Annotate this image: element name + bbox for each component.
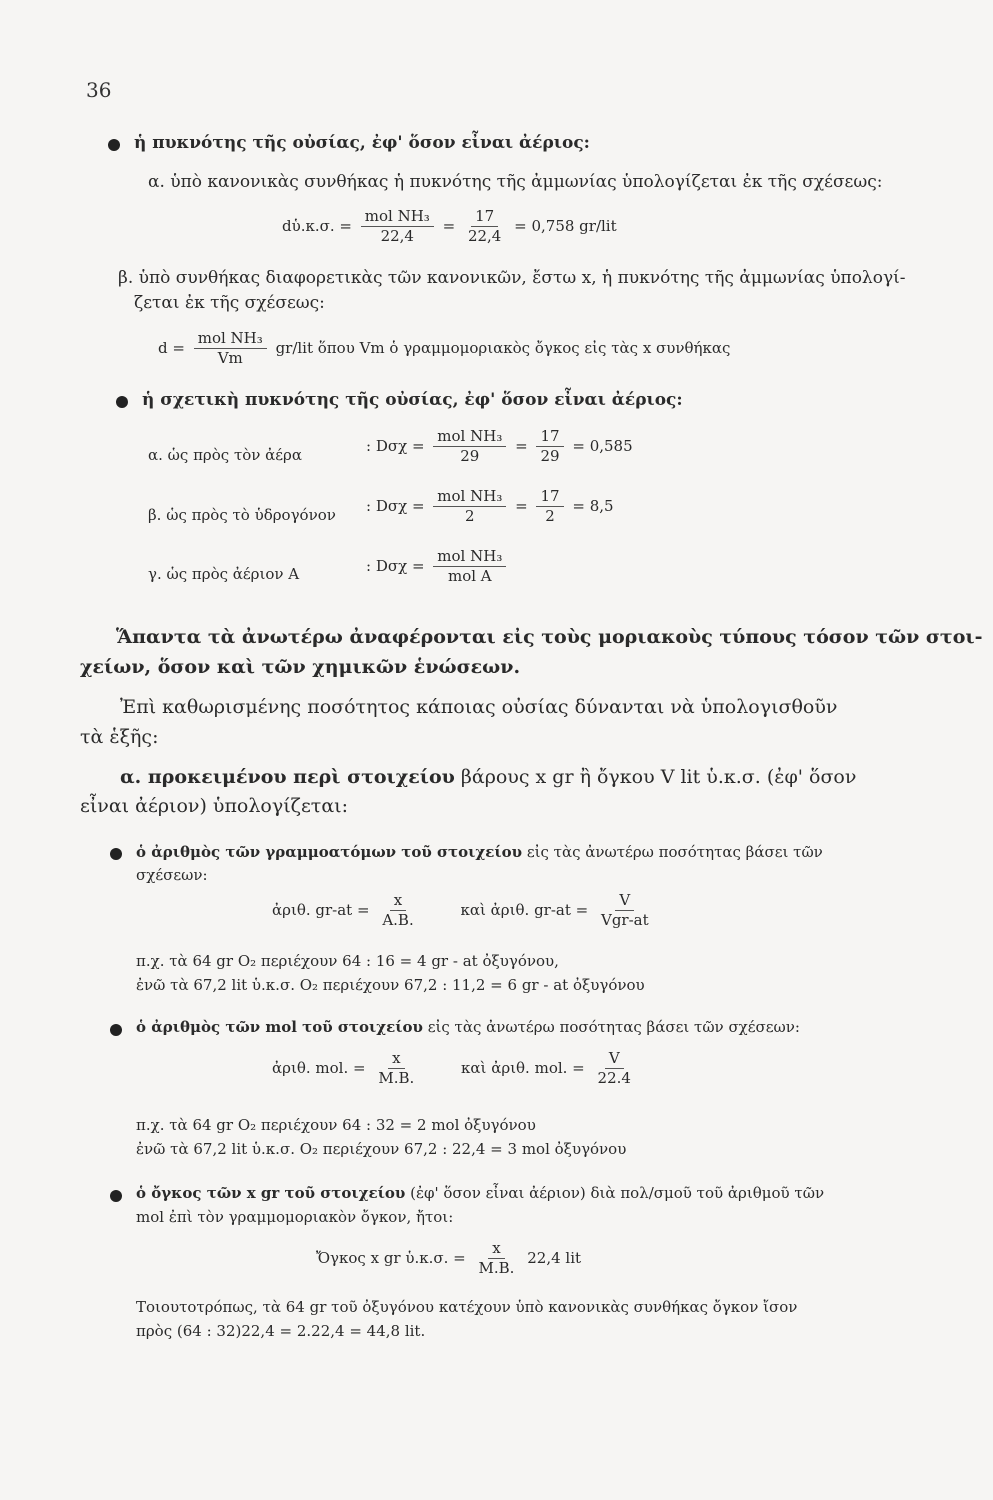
example1-line2: ἐνῶ τὰ 67,2 lit ὑ.κ.σ. O₂ περιέχουν 67,2 : 11,2 = 6 gr - at ὀξυγόνου: [136, 976, 645, 994]
eq1-fraction-2: $\frac{17}{22,4}$: [467, 207, 502, 246]
rel-b-equation: : Dσχ = $\frac{\text{mol NH₃}}{2}$ = $\frac{17}{2}$ = 8,5: [366, 487, 614, 526]
bullet-dot: [110, 1024, 122, 1036]
example1-line1: π.χ. τὰ 64 gr O₂ περιέχουν 64 : 16 = 4 gr - at ὀξυγόνου,: [136, 952, 559, 970]
bullet-mol: ὁ ἀριθμὸς τῶν mol τοῦ στοιχείου εἰς τὰς ἀνωτέρω ποσότητας βάσει τῶν σχέσεων:: [136, 1018, 800, 1036]
rel-a-equation: : Dσχ = $\frac{\text{mol NH₃}}{29}$ = $\frac{17}{29}$ = 0,585: [366, 427, 633, 466]
item-b-line1: β. ὑπὸ συνθήκας διαφορετικὰς τῶν κανονικῶν, ἔστω x, ἡ πυκνότης τῆς ἀμμωνίας ὑπολογί-: [118, 268, 906, 288]
bullet-dot: [110, 848, 122, 860]
item-b-line2: ζεται ἐκ τῆς σχέσεως:: [134, 293, 325, 313]
eq1-result: = 0,758 gr/lit: [514, 216, 617, 235]
equation-mol: ἀριθ. mol. = $\frac{x}{M.B.}$ καὶ ἀριθ. mol. = $\frac{V}{22.4}$: [272, 1049, 631, 1088]
para3-line2: εἶναι ἀέριον) ὑπολογίζεται:: [80, 795, 348, 817]
bullet-dot: [108, 139, 120, 151]
equation-gram-atoms: ἀριθ. gr-at = $\frac{x}{A.B.}$ καὶ ἀριθ. gr-at = $\frac{V}{\text{Vgr-at}}$: [272, 891, 649, 930]
eq2-fraction: $\frac{\text{mol NH₃}}{Vm}$: [194, 330, 267, 368]
bullet-dot: [110, 1190, 122, 1202]
bullet-density: ἡ πυκνότης τῆς οὐσίας, ἐφ' ὅσον εἶναι ἀέριος:: [134, 133, 590, 153]
rel-a-label: α. ὡς πρὸς τὸν ἀέρα: [148, 446, 303, 464]
example2-line2: ἐνῶ τὰ 67,2 lit ὑ.κ.σ. O₂ περιέχουν 67,2 : 22,4 = 3 mol ὀξυγόνου: [136, 1140, 627, 1158]
para2-line2: τὰ ἑξῆς:: [80, 726, 159, 748]
bullet-gram-atoms-line2: σχέσεων:: [136, 866, 208, 884]
para2-line1: Ἐπὶ καθωρισμένης ποσότητος κάποιας οὐσίας δύνανται νὰ ὑπολογισθοῦν: [120, 696, 838, 718]
final-line2: πρὸς (64 : 32)22,4 = 2.22,4 = 44,8 lit.: [136, 1322, 426, 1340]
equation-volume: Ὄγκος x gr ὑ.κ.σ. = $\frac{x}{M.B.}$ 22,4 lit: [316, 1239, 582, 1278]
bold-paragraph-line1: Ἅπαντα τὰ ἀνωτέρω ἀναφέρονται εἰς τοὺς μοριακοὺς τύπους τόσον τῶν στοι-: [116, 626, 983, 648]
example2-line1: π.χ. τὰ 64 gr O₂ περιέχουν 64 : 32 = 2 mol ὀξυγόνου: [136, 1116, 536, 1134]
bullet-gram-atoms: ὁ ἀριθμὸς τῶν γραμμοατόμων τοῦ στοιχείου εἰς τὰς ἀνωτέρω ποσότητας βάσει τῶν: [136, 843, 823, 861]
final-line1: Τοιουτοτρόπως, τὰ 64 gr τοῦ ὀξυγόνου κατέχουν ὑπὸ κανονικὰς συνθήκας ὄγκον ἴσον: [136, 1298, 798, 1316]
rel-b-label: β. ὡς πρὸς τὸ ὑδρογόνον: [148, 506, 336, 524]
bullet-volume-line2: mol ἐπὶ τὸν γραμμομοριακὸν ὄγκον, ἤτοι:: [136, 1208, 454, 1226]
bullet-relative-density: ἡ σχετικὴ πυκνότης τῆς οὐσίας, ἐφ' ὅσον εἶναι ἀέριος:: [142, 390, 683, 410]
para3-line1: α. προκειμένου περὶ στοιχείου βάρους x gr ἢ ὄγκου V lit ὑ.κ.σ. (ἐφ' ὅσον: [120, 766, 857, 788]
rel-c-equation: : Dσχ = $\frac{\text{mol NH₃}}{\text{mol A}}$: [366, 548, 510, 586]
bullet-dot: [116, 396, 128, 408]
eq1-fraction-1: $\frac{\text{mol NH₃}}{22,4}$: [361, 208, 434, 246]
bold-paragraph-line2: χείων, ὅσον καὶ τῶν χημικῶν ἑνώσεων.: [80, 656, 521, 678]
equation-density-stp: dὑ.κ.σ. = $\frac{\text{mol NH₃}}{22,4}$ = $\frac{17}{22,4}$ = 0,758 gr/lit: [282, 207, 617, 246]
page-number: 36: [86, 78, 112, 102]
item-a-normal-conditions: α. ὑπὸ κανονικὰς συνθήκας ἡ πυκνότης τῆς ἀμμωνίας ὑπολογίζεται ἐκ τῆς σχέσεως:: [148, 172, 883, 192]
equation-density-general: d = $\frac{\text{mol NH₃}}{Vm}$ gr/lit ὅπου Vm ὁ γραμμομοριακὸς ὄγκος εἰς τὰς x συνθήκας: [158, 329, 731, 368]
rel-c-label: γ. ὡς πρὸς ἀέριον Α: [148, 565, 300, 583]
bullet-volume: ὁ ὄγκος τῶν x gr τοῦ στοιχείου (ἐφ' ὅσον εἶναι ἀέριον) διὰ πολ/σμοῦ τοῦ ἀριθμοῦ τῶν: [136, 1184, 825, 1202]
eq1-lhs: dὑ.κ.σ. =: [282, 216, 352, 235]
